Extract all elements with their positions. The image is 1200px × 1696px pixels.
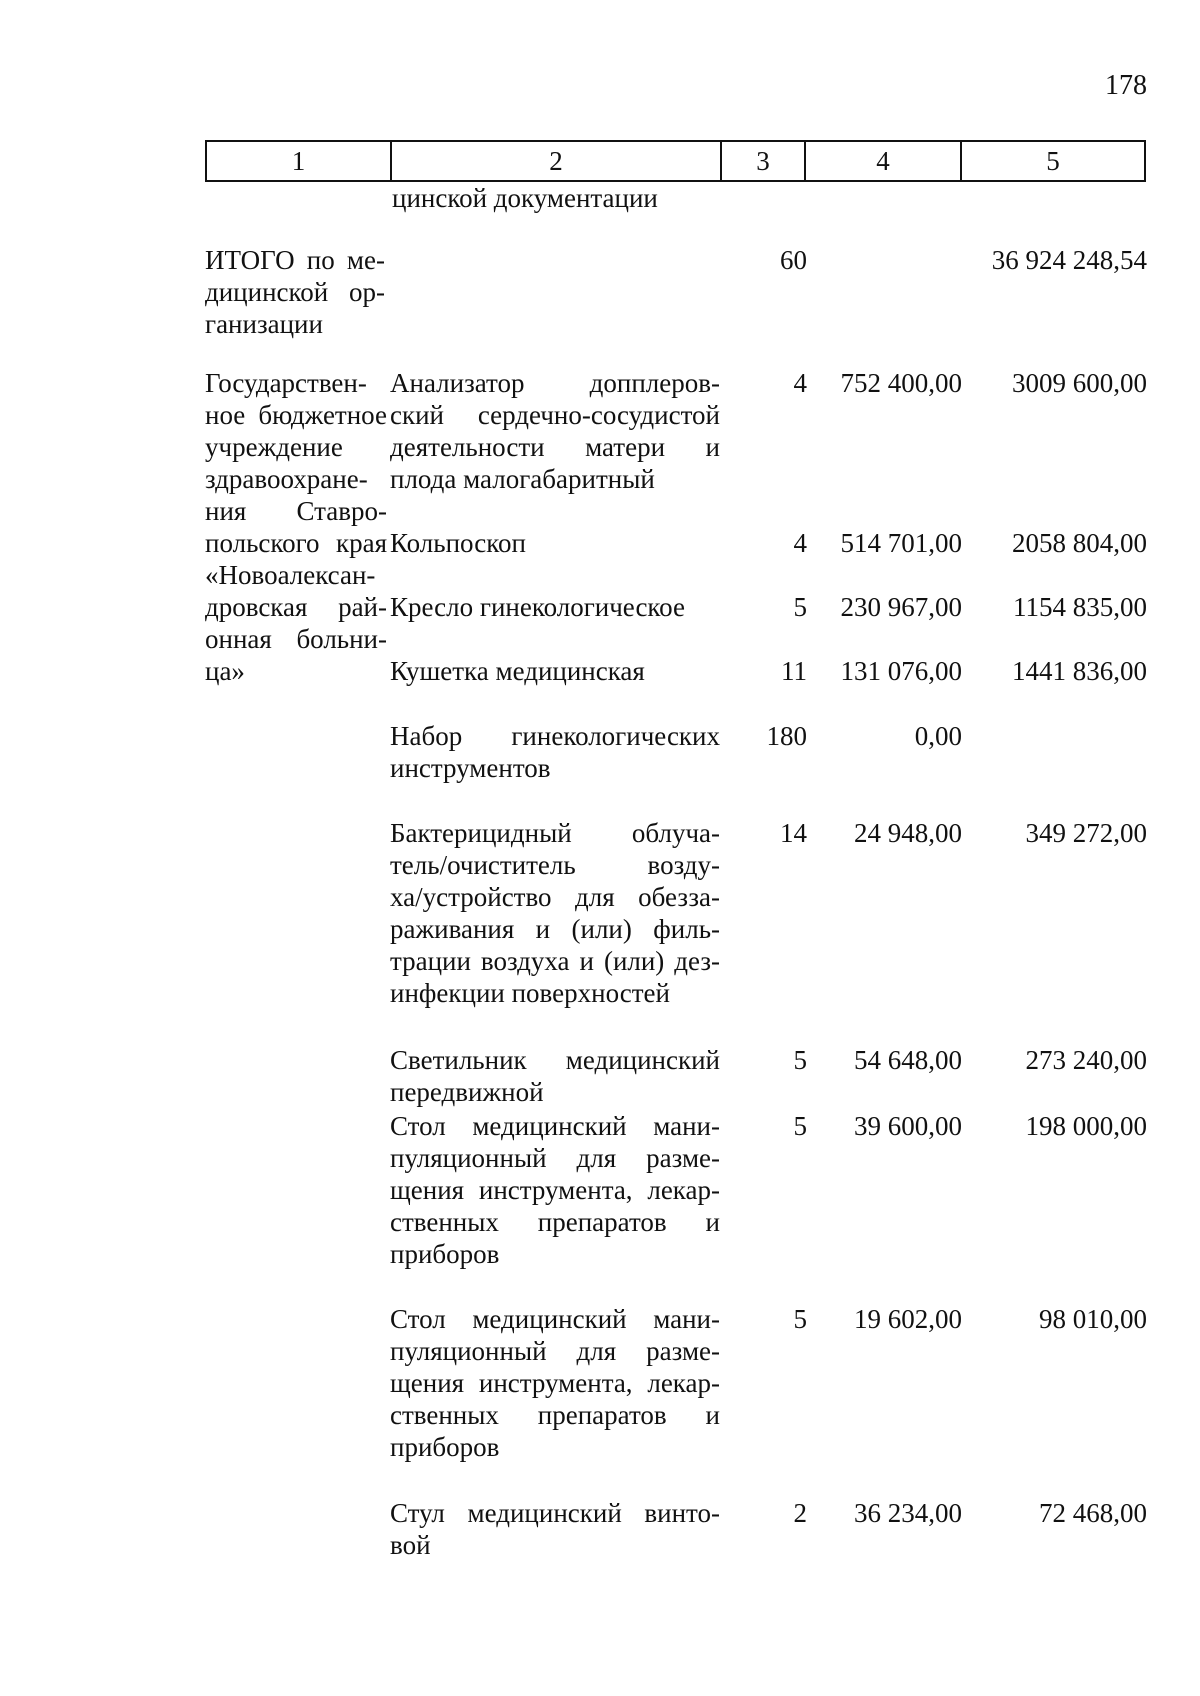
item-quantity: 11 — [781, 656, 807, 686]
item-quantity: 4 — [793, 528, 807, 558]
item-name-line: Кресло гинекологическое — [390, 592, 685, 622]
item-quantity: 14 — [780, 818, 807, 848]
item-name-line: Стул медицинский винто- — [390, 1498, 720, 1528]
item-price: 24 948,00 — [854, 818, 962, 848]
item-name-line: ственных препаратов и — [390, 1207, 720, 1237]
item-name-line: щения инструмента, лекар- — [390, 1175, 720, 1205]
item-price: 19 602,00 — [854, 1304, 962, 1334]
column-header-1: 1 — [206, 141, 391, 181]
total-sum: 36 924 248,54 — [991, 245, 1147, 275]
item-name-line: приборов — [390, 1432, 500, 1462]
item-price: 752 400,00 — [840, 368, 962, 398]
item-name-line: Светильник медицинский — [390, 1045, 720, 1075]
item-quantity: 180 — [766, 721, 807, 751]
item-price: 230 967,00 — [840, 592, 962, 622]
item-name — [390, 1044, 720, 1108]
item-quantity: 2 — [793, 1498, 807, 1528]
item-name — [390, 1497, 720, 1561]
item-sum: 2058 804,00 — [1012, 528, 1147, 558]
item-price: 54 648,00 — [854, 1045, 962, 1075]
item-name-line: ственных препаратов и — [390, 1400, 720, 1430]
item-name-line: Набор гинекологических — [390, 721, 720, 751]
total-quantity: 60 — [780, 245, 807, 275]
organization-line: онная больни- — [205, 624, 387, 654]
column-header-2: 2 — [391, 141, 721, 181]
item-name-line: вой — [390, 1530, 431, 1560]
total-label-line: ИТОГО по ме- — [205, 245, 385, 275]
item-name-line: щения инструмента, лекар- — [390, 1368, 720, 1398]
organization-line: ния Ставро- — [205, 496, 387, 526]
item-sum: 1154 835,00 — [1013, 592, 1147, 622]
item-name — [390, 591, 720, 623]
item-name — [390, 1110, 720, 1270]
total-label-line: дицинской ор- — [205, 277, 385, 307]
item-name-line: Стол медицинский мани- — [390, 1304, 720, 1334]
item-quantity: 5 — [793, 592, 807, 622]
total-label-line: ганизации — [205, 309, 323, 339]
item-price: 36 234,00 — [854, 1498, 962, 1528]
item-price: 514 701,00 — [840, 528, 962, 558]
item-name-line: ха/устройство для обезза- — [390, 882, 720, 912]
column-header-3: 3 — [721, 141, 805, 181]
item-name-line: приборов — [390, 1239, 500, 1269]
item-sum: 72 468,00 — [1039, 1498, 1147, 1528]
column-header-table — [205, 140, 1146, 182]
item-name-line: Бактерицидный облуча- — [390, 818, 720, 848]
item-name — [390, 527, 720, 559]
item-sum: 3009 600,00 — [1012, 368, 1147, 398]
column-header-4: 4 — [805, 141, 961, 181]
organization-line: здравоохране- — [205, 464, 368, 494]
item-name — [390, 655, 720, 687]
item-price: 131 076,00 — [840, 656, 962, 686]
organization-line: «Новоалексан- — [205, 560, 376, 590]
column-header-5: 5 — [961, 141, 1145, 181]
organization-name — [205, 367, 387, 687]
item-name-line: плода малогабаритный — [390, 464, 655, 494]
item-price: 0,00 — [914, 721, 962, 751]
organization-line: ца» — [205, 656, 245, 686]
item-sum: 198 000,00 — [1025, 1111, 1147, 1141]
organization-line: Государствен- — [205, 368, 367, 398]
item-name-line: передвижной — [390, 1077, 544, 1107]
item-name-line: Кушетка медицинская — [390, 656, 645, 686]
item-quantity: 5 — [793, 1304, 807, 1334]
item-quantity: 5 — [793, 1111, 807, 1141]
column-header-row — [206, 141, 1145, 181]
item-name-line: деятельности матери и — [390, 432, 720, 462]
item-quantity: 4 — [793, 368, 807, 398]
item-name — [390, 1303, 720, 1463]
item-name-line: раживания и (или) филь- — [390, 914, 720, 944]
item-sum: 1441 836,00 — [1012, 656, 1147, 686]
organization-line: польского края — [205, 528, 387, 558]
continuation-text: цинской документации — [392, 183, 658, 213]
item-sum: 349 272,00 — [1025, 818, 1147, 848]
organization-line: ное бюджетное — [205, 400, 387, 430]
item-price: 39 600,00 — [854, 1111, 962, 1141]
item-name-line: Стол медицинский мани- — [390, 1111, 720, 1141]
item-name-line: ский сердечно-сосудистой — [390, 400, 720, 430]
organization-line: учреждение — [205, 432, 343, 462]
item-quantity: 5 — [793, 1045, 807, 1075]
item-sum: 98 010,00 — [1039, 1304, 1147, 1334]
item-sum: 273 240,00 — [1025, 1045, 1147, 1075]
total-label — [205, 244, 385, 340]
item-name-line: пуляционный для разме- — [390, 1143, 720, 1173]
item-name — [390, 367, 720, 495]
item-name-line: Анализатор допплеров- — [390, 368, 720, 398]
item-name-line: тель/очиститель возду- — [390, 850, 720, 880]
item-name-line: трации воздуха и (или) дез- — [390, 946, 720, 976]
item-name-line: инфекции поверхностей — [390, 978, 670, 1008]
organization-line: дровская рай- — [205, 592, 387, 622]
page-number: 178 — [1105, 70, 1147, 101]
item-name-line: инструментов — [390, 753, 551, 783]
item-name — [390, 720, 720, 784]
item-name — [390, 817, 720, 1009]
item-name-line: Кольпоскоп — [390, 528, 526, 558]
item-name-line: пуляционный для разме- — [390, 1336, 720, 1366]
